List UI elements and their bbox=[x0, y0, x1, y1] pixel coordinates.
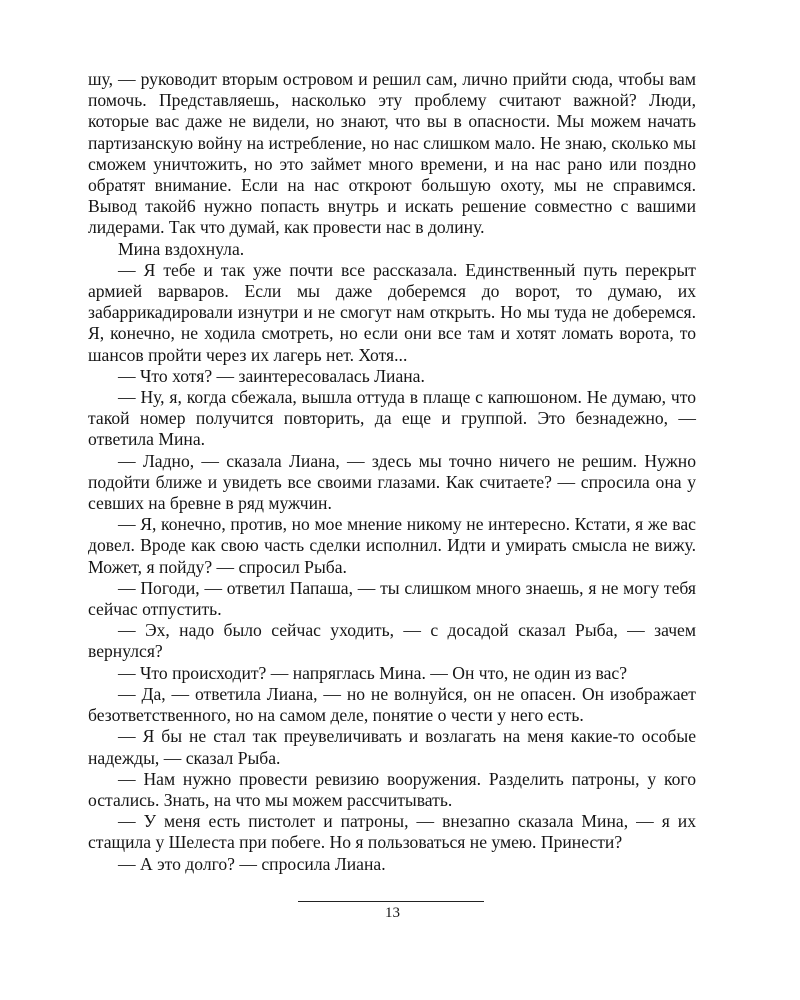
paragraph-3: — Я тебе и так уже почти все рассказала. Единственный путь перекрыт армией варваров. Если мы даже доберемся до ворот, то думаю, их забаррикадировали изнутри и не смогут нам открыть. Но мы туда не доберемся. Я, конечно, не ходила смотреть, но если они все там и хотят ломать ворота, то шансов пройти через их лагерь нет. Хотя... bbox=[88, 259, 696, 365]
paragraph-5: — Ну, я, когда сбежала, вышла оттуда в плаще с капюшоном. Не думаю, что такой номер получится повторить, да еще и группой. Это безнадежно, — ответила Мина. bbox=[88, 387, 696, 450]
paragraph-12: — Я бы не стал так преувеличивать и возлагать на меня какие-то особые надежды, — сказал Рыба. bbox=[88, 726, 696, 768]
paragraph-13: — Нам нужно провести ревизию вооружения. Разделить патроны, у кого остались. Знать, на что мы можем рассчитывать. bbox=[88, 768, 696, 810]
paragraph-8: — Погоди, — ответил Папаша, — ты слишком много знаешь, я не могу тебя сейчас отпустить. bbox=[88, 577, 696, 620]
footer-rule bbox=[298, 901, 484, 902]
paragraph-1: шу, — руководит вторым островом и решил сам, лично прийти сюда, чтобы вам помочь. Представляешь, насколько эту проблему считают важной? Люди, которые вас даже не видели, но знают, что вы в опасности. Мы можем начать партизанскую войну на истребление, но нас слишком мало. Не знаю, сколько мы сможем уничтожить, но это займет много времени, и на нас рано или поздно обратят внимание. Если на нас откроют большую охоту, мы не справимся. Вывод такой6 нужно попасть внутрь и искать решение совместно с вашими лидерами. Так что думай, как провести нас в долину. bbox=[88, 69, 696, 238]
paragraph-6: — Ладно, — сказала Лиана, — здесь мы точно ничего не решим. Нужно подойти ближе и увидеть все своими глазами. Как считаете? — спросила она у севших на бревне в ряд мужчин. bbox=[88, 450, 696, 514]
paragraph-9: — Эх, надо было сейчас уходить, — с досадой сказал Рыба, — зачем вернулся? bbox=[88, 620, 696, 662]
paragraph-7: — Я, конечно, против, но мое мнение никому не интересно. Кстати, я же вас довел. Вроде как свою часть сделки исполнил. Идти и умирать смысла не вижу. Может, я пойду? — спросил Рыба. bbox=[88, 514, 696, 577]
paragraph-11: — Да, — ответила Лиана, — но не волнуйся, он не опасен. Он изображает безответственного, но на самом деле, понятие о чести у него есть. bbox=[88, 683, 696, 726]
page-footer bbox=[0, 893, 800, 933]
paragraph-4: — Что хотя? — заинтересовалась Лиана. bbox=[118, 365, 425, 386]
paragraph-10: — Что происходит? — напряглась Мина. — Он что, не один из вас? bbox=[118, 662, 628, 683]
paragraph-14: — У меня есть пистолет и патроны, — внезапно сказала Мина, — я их стащила у Шелеста при побеге. Но я пользоваться не умею. Принести? bbox=[88, 811, 696, 853]
page-number: 13 bbox=[385, 905, 400, 921]
book-page-text bbox=[88, 69, 696, 875]
paragraph-2: Мина вздохнула. bbox=[118, 238, 245, 259]
paragraph-15: — А это долго? — спросила Лиана. bbox=[118, 853, 386, 874]
